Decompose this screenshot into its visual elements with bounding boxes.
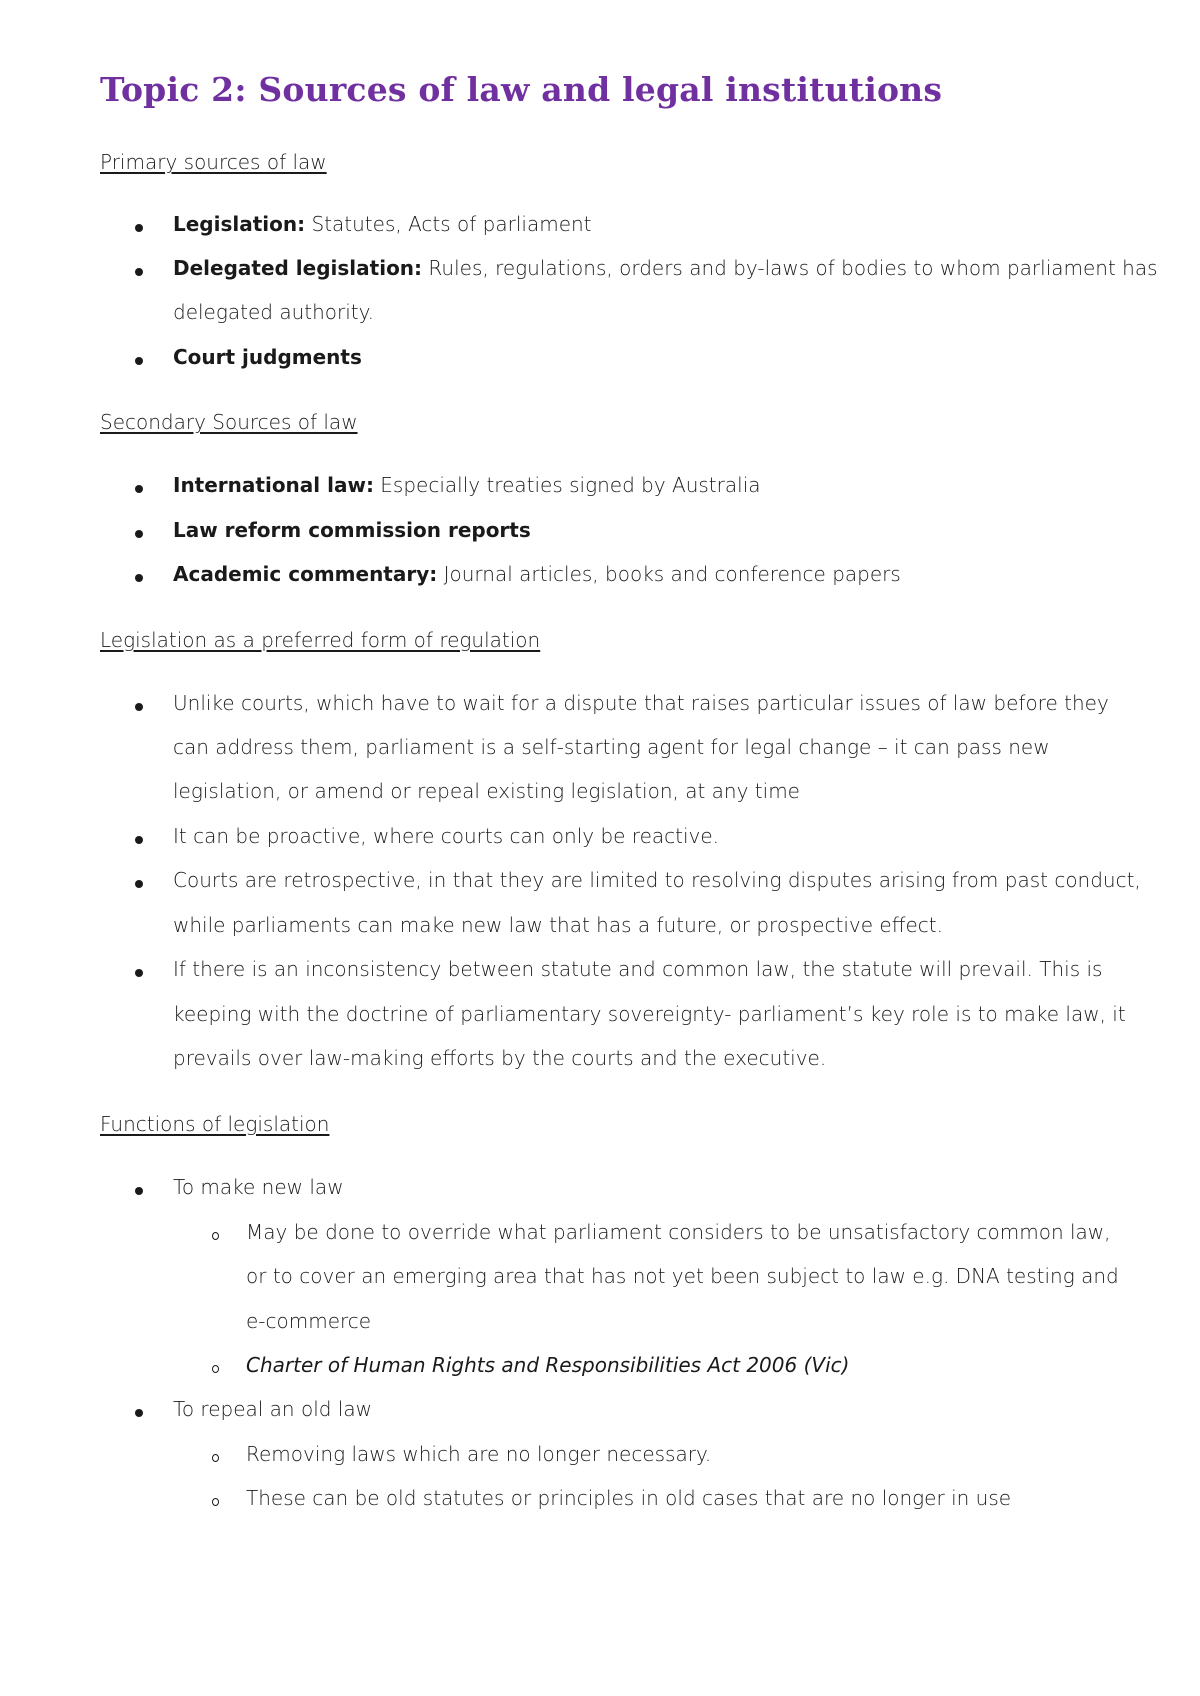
bullet-icon <box>135 836 143 844</box>
list-item: Courts are retrospective, in that they are limited to resolving disputes arising from past conduct, <box>173 868 1141 892</box>
bullet-icon <box>135 880 143 888</box>
bullet-icon <box>135 1187 143 1195</box>
sub-list-item: May be done to override what parliament considers to be unsatisfactory common law, <box>246 1220 1111 1244</box>
bullet-icon <box>135 703 143 711</box>
sub-list-item: These can be old statutes or principles in old cases that are no longer in use <box>246 1486 1012 1510</box>
bullet-icon <box>135 268 143 276</box>
heading-preferred-form: Legislation as a preferred form of regulation <box>100 628 541 652</box>
bullet-icon <box>135 969 143 977</box>
list-item-continuation: can address them, parliament is a self-starting agent for legal change – it can pass new <box>173 735 1050 759</box>
heading-primary-sources: Primary sources of law <box>100 150 327 174</box>
bullet-icon <box>135 485 143 493</box>
bullet-icon <box>135 1409 143 1417</box>
sub-list-item: Charter of Human Rights and Responsibilities Act 2006 (Vic) <box>246 1353 850 1377</box>
sub-bullet-icon <box>212 1454 219 1462</box>
list-item-continuation: keeping with the doctrine of parliamentary sovereignty- parliament’s key role is to make law, it <box>173 1002 1126 1026</box>
list-item: Delegated legislation: Rules, regulations, orders and by-laws of bodies to whom parliament has <box>173 256 1158 280</box>
list-item: Law reform commission reports <box>173 518 531 542</box>
list-item: If there is an inconsistency between statute and common law, the statute will prevail. This is <box>173 957 1103 981</box>
list-item-continuation: legislation, or amend or repeal existing legislation, at any time <box>173 779 800 803</box>
list-item: International law: Especially treaties signed by Australia <box>173 473 761 497</box>
list-item-continuation: prevails over law-making efforts by the courts and the executive. <box>173 1046 827 1070</box>
bullet-icon <box>135 574 143 582</box>
list-item-continuation: while parliaments can make new law that has a future, or prospective effect. <box>173 913 943 937</box>
list-item: To make new law <box>173 1175 344 1199</box>
sub-bullet-icon <box>212 1365 219 1373</box>
heading-secondary-sources: Secondary Sources of law <box>100 410 358 434</box>
sub-list-item-continuation: e-commerce <box>246 1309 372 1333</box>
page-title: Topic 2: Sources of law and legal institutions <box>100 70 943 109</box>
list-item: It can be proactive, where courts can only be reactive. <box>173 824 720 848</box>
bullet-icon <box>135 357 143 365</box>
sub-list-item: Removing laws which are no longer necessary. <box>246 1442 712 1466</box>
list-item: Academic commentary: Journal articles, books and conference papers <box>173 562 901 586</box>
sub-bullet-icon <box>212 1498 219 1506</box>
bullet-icon <box>135 530 143 538</box>
sub-bullet-icon <box>212 1232 219 1240</box>
list-item-continuation: delegated authority. <box>173 300 374 324</box>
heading-functions: Functions of legislation <box>100 1112 330 1136</box>
list-item: Court judgments <box>173 345 362 369</box>
list-item: Legislation: Statutes, Acts of parliament <box>173 212 592 236</box>
list-item: Unlike courts, which have to wait for a dispute that raises particular issues of law before they <box>173 691 1109 715</box>
sub-list-item-continuation: or to cover an emerging area that has not yet been subject to law e.g. DNA testing and <box>246 1264 1119 1288</box>
bullet-icon <box>135 224 143 232</box>
list-item: To repeal an old law <box>173 1397 372 1421</box>
